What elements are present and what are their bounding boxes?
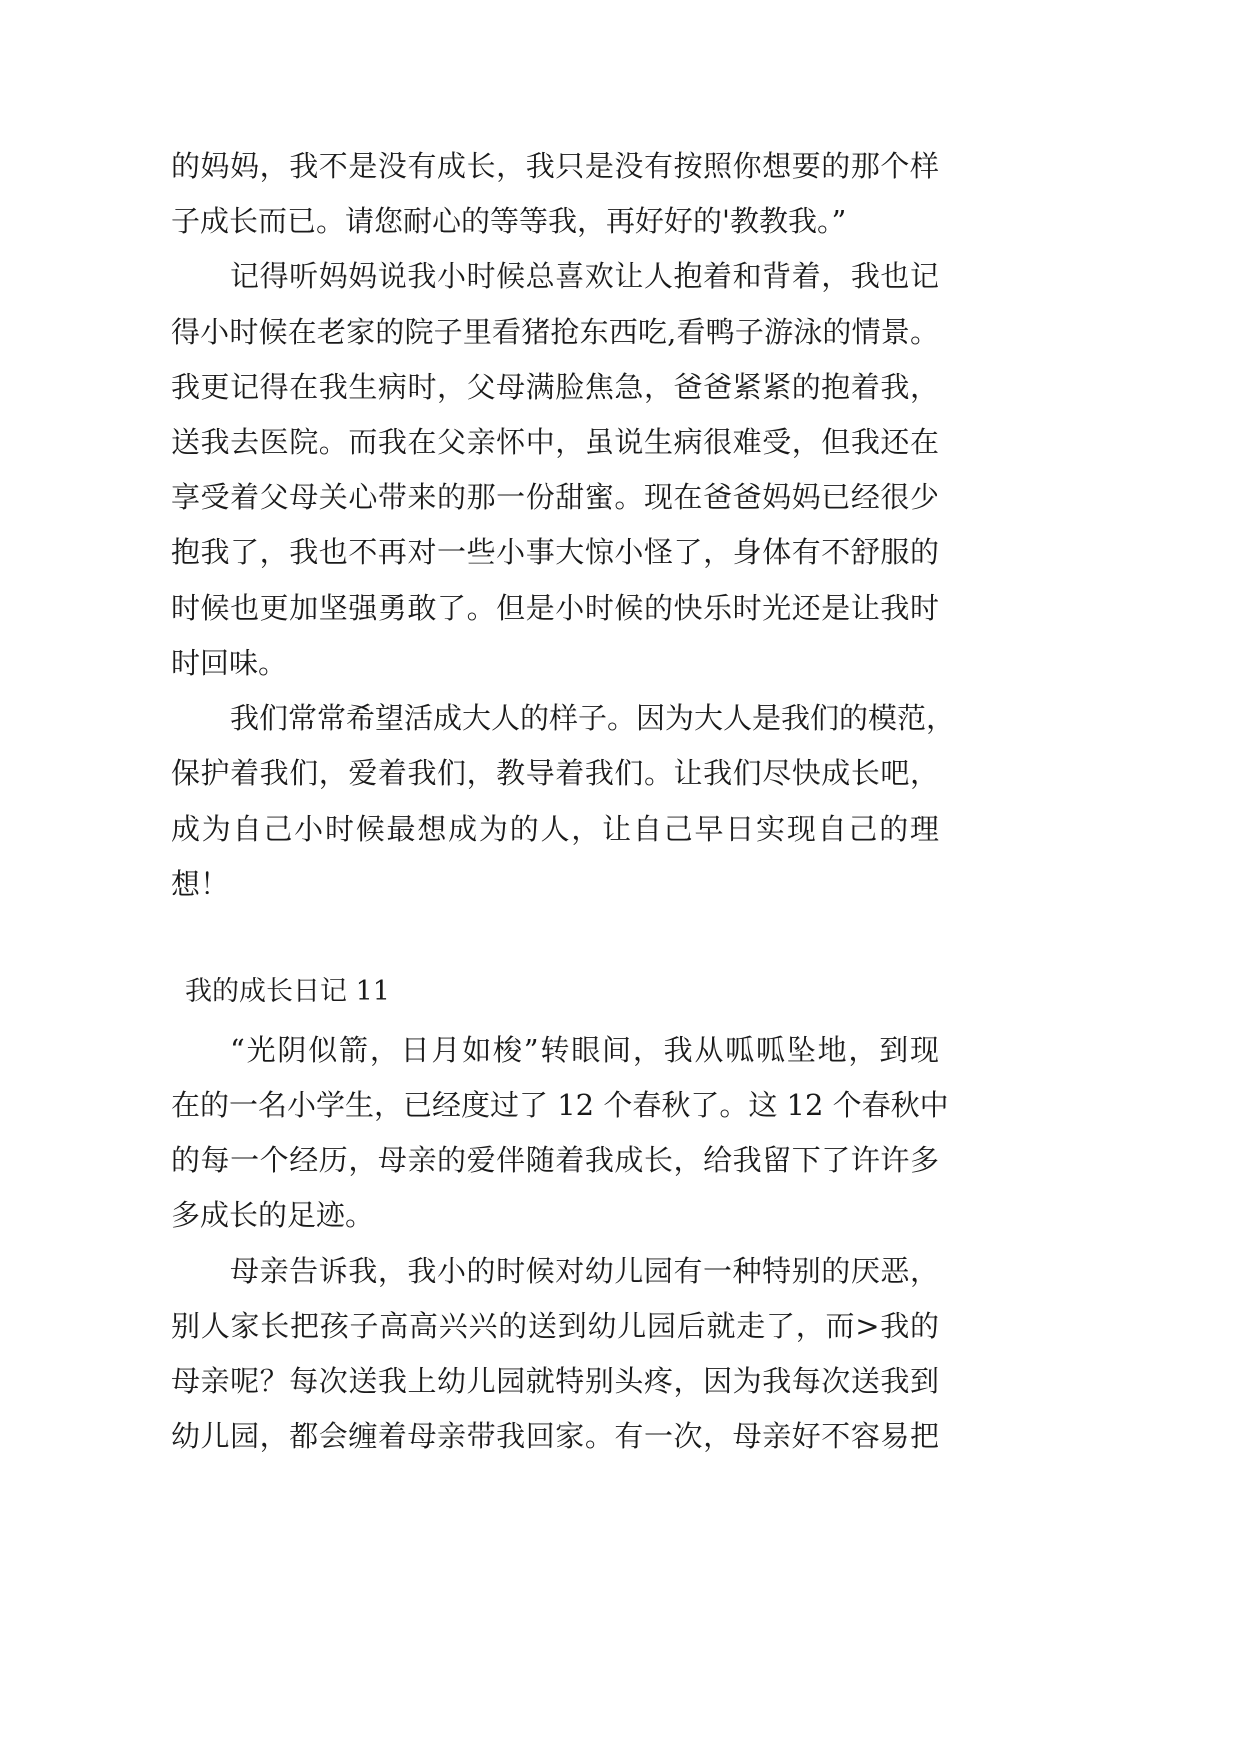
paragraph-line: 在的一名小学生，已经度过了 12 个春秋了。这 12 个春秋中 bbox=[171, 1088, 949, 1122]
paragraph-line: 时回味。 bbox=[171, 646, 288, 680]
paragraph-line: 的每一个经历，母亲的爱伴随着我成长，给我留下了许许多 bbox=[171, 1143, 939, 1177]
section-heading: 我的成长日记 11 bbox=[185, 976, 390, 1007]
paragraph-line: 多成长的足迹。 bbox=[171, 1198, 375, 1232]
paragraph-line: 母亲呢？每次送我上幼儿园就特别头疼，因为我每次送我到 bbox=[171, 1364, 939, 1398]
paragraph-line: 保护着我们，爱着我们，教导着我们。让我们尽快成长吧， bbox=[171, 756, 939, 790]
paragraph-line: 记得听妈妈说我小时候总喜欢让人抱着和背着，我也记 bbox=[230, 259, 939, 293]
paragraph-line: 抱我了，我也不再对一些小事大惊小怪了，身体有不舒服的 bbox=[171, 535, 939, 569]
paragraph-line: 想！ bbox=[171, 867, 230, 901]
paragraph-line: 我更记得在我生病时，父母满脸焦急，爸爸紧紧的抱着我， bbox=[171, 370, 939, 404]
paragraph-line: “光阴似箭，日月如梭”转眼间，我从呱呱坠地，到现 bbox=[230, 1033, 939, 1067]
paragraph-line: 母亲告诉我，我小的时候对幼儿园有一种特别的厌恶， bbox=[230, 1254, 939, 1288]
paragraph-line: 幼儿园，都会缠着母亲带我回家。有一次，母亲好不容易把 bbox=[171, 1419, 939, 1453]
paragraph-line: 我们常常希望活成大人的样子。因为大人是我们的模范， bbox=[230, 701, 956, 735]
paragraph-line: 享受着父母关心带来的那一份甜蜜。现在爸爸妈妈已经很少 bbox=[171, 480, 939, 514]
paragraph-line: 时候也更加坚强勇敢了。但是小时候的快乐时光还是让我时 bbox=[171, 591, 939, 625]
paragraph-line: 得小时候在老家的院子里看猪抢东西吃,看鸭子游泳的情景。 bbox=[171, 315, 939, 349]
paragraph-line: 的妈妈，我不是没有成长，我只是没有按照你想要的那个样 bbox=[171, 149, 939, 183]
paragraph-line: 子成长而已。请您耐心的等等我，再好好的'教教我。” bbox=[171, 204, 847, 238]
paragraph-line: 送我去医院。而我在父亲怀中，虽说生病很难受，但我还在 bbox=[171, 425, 939, 459]
paragraph-line: 成为自己小时候最想成为的人，让自己早日实现自己的理 bbox=[171, 812, 939, 846]
paragraph-line: 别人家长把孩子高高兴兴的送到幼儿园后就走了，而>我的 bbox=[171, 1309, 939, 1343]
